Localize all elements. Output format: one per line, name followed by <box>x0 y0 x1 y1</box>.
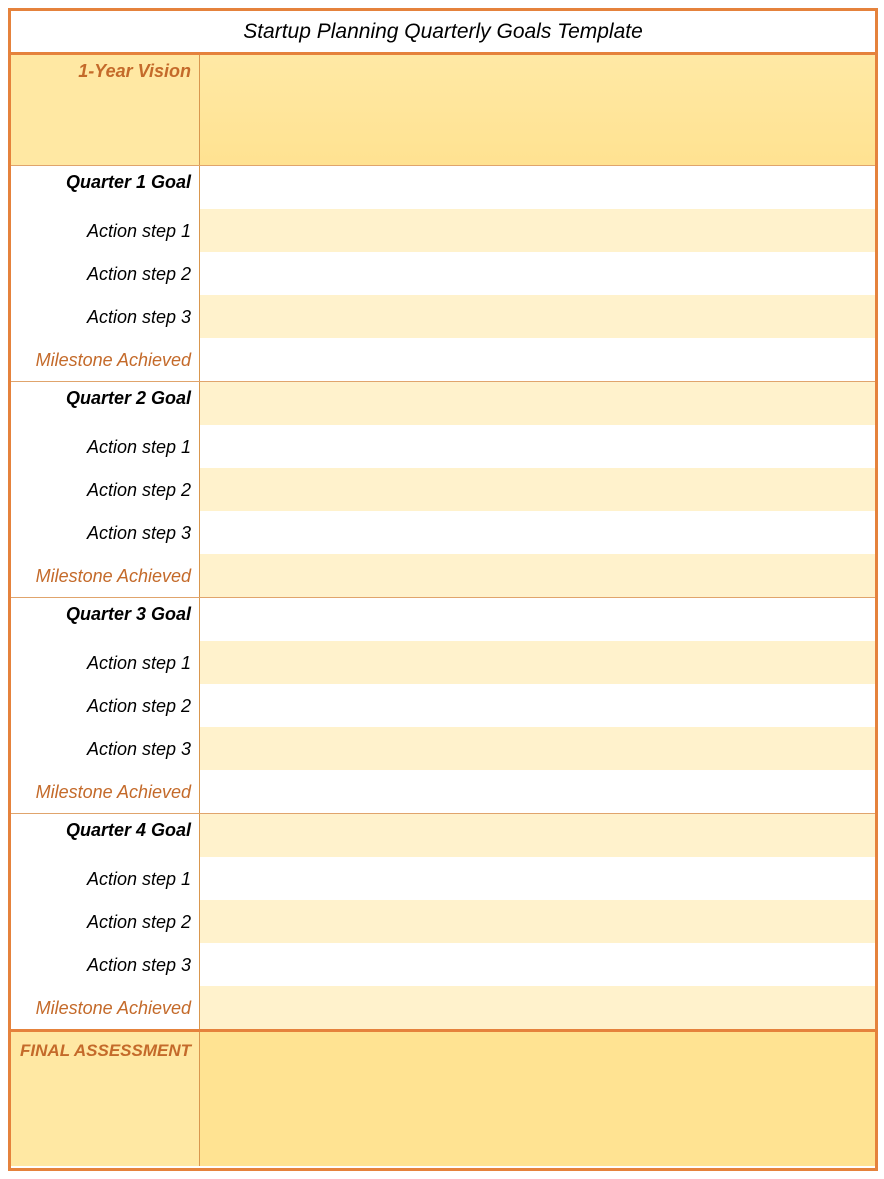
action-step-cell[interactable] <box>200 511 875 554</box>
quarter-goal-cell[interactable] <box>200 382 875 425</box>
action-step-cell[interactable] <box>200 468 875 511</box>
quarter-goal-label: Quarter 1 Goal <box>11 166 200 209</box>
action-step-cell[interactable] <box>200 425 875 468</box>
action-step-label: Action step 1 <box>11 641 200 684</box>
quarter-goal-label: Quarter 2 Goal <box>11 382 200 425</box>
quarter-goal-label: Quarter 4 Goal <box>11 814 200 857</box>
quarter-goal-cell[interactable] <box>200 814 875 857</box>
action-step-label: Action step 3 <box>11 295 200 338</box>
milestone-cell[interactable] <box>200 554 875 597</box>
final-assessment-row <box>11 1029 875 1166</box>
action-step-label: Action step 2 <box>11 252 200 295</box>
action-step-label: Action step 3 <box>11 727 200 770</box>
action-step-label: Action step 1 <box>11 857 200 900</box>
milestone-cell[interactable] <box>200 986 875 1029</box>
action-step-label: Action step 2 <box>11 900 200 943</box>
milestone-label: Milestone Achieved <box>11 554 200 597</box>
vision-label: 1-Year Vision <box>11 55 200 165</box>
milestone-label: Milestone Achieved <box>11 986 200 1029</box>
vision-input-cell[interactable] <box>200 55 875 165</box>
quarter-goal-label: Quarter 3 Goal <box>11 598 200 641</box>
milestone-label: Milestone Achieved <box>11 338 200 381</box>
action-step-cell[interactable] <box>200 295 875 338</box>
action-step-cell[interactable] <box>200 727 875 770</box>
quarter-goal-cell[interactable] <box>200 166 875 209</box>
milestone-cell[interactable] <box>200 770 875 813</box>
final-assessment-cell[interactable] <box>200 1032 875 1166</box>
vision-row <box>11 55 875 165</box>
action-step-cell[interactable] <box>200 943 875 986</box>
milestone-cell[interactable] <box>200 338 875 381</box>
action-step-label: Action step 3 <box>11 511 200 554</box>
goals-sheet <box>8 8 878 1171</box>
action-step-cell[interactable] <box>200 641 875 684</box>
document-title: Startup Planning Quarterly Goals Template <box>11 11 875 55</box>
action-step-label: Action step 1 <box>11 209 200 252</box>
quarter-3-block <box>11 597 875 813</box>
final-assessment-label: FINAL ASSESSMENT <box>11 1032 200 1166</box>
quarter-goal-cell[interactable] <box>200 598 875 641</box>
action-step-cell[interactable] <box>200 900 875 943</box>
action-step-label: Action step 3 <box>11 943 200 986</box>
action-step-label: Action step 1 <box>11 425 200 468</box>
quarter-1-block <box>11 165 875 381</box>
action-step-cell[interactable] <box>200 209 875 252</box>
action-step-cell[interactable] <box>200 857 875 900</box>
action-step-cell[interactable] <box>200 252 875 295</box>
quarter-2-block <box>11 381 875 597</box>
action-step-cell[interactable] <box>200 684 875 727</box>
action-step-label: Action step 2 <box>11 468 200 511</box>
action-step-label: Action step 2 <box>11 684 200 727</box>
quarter-4-block <box>11 813 875 1029</box>
milestone-label: Milestone Achieved <box>11 770 200 813</box>
